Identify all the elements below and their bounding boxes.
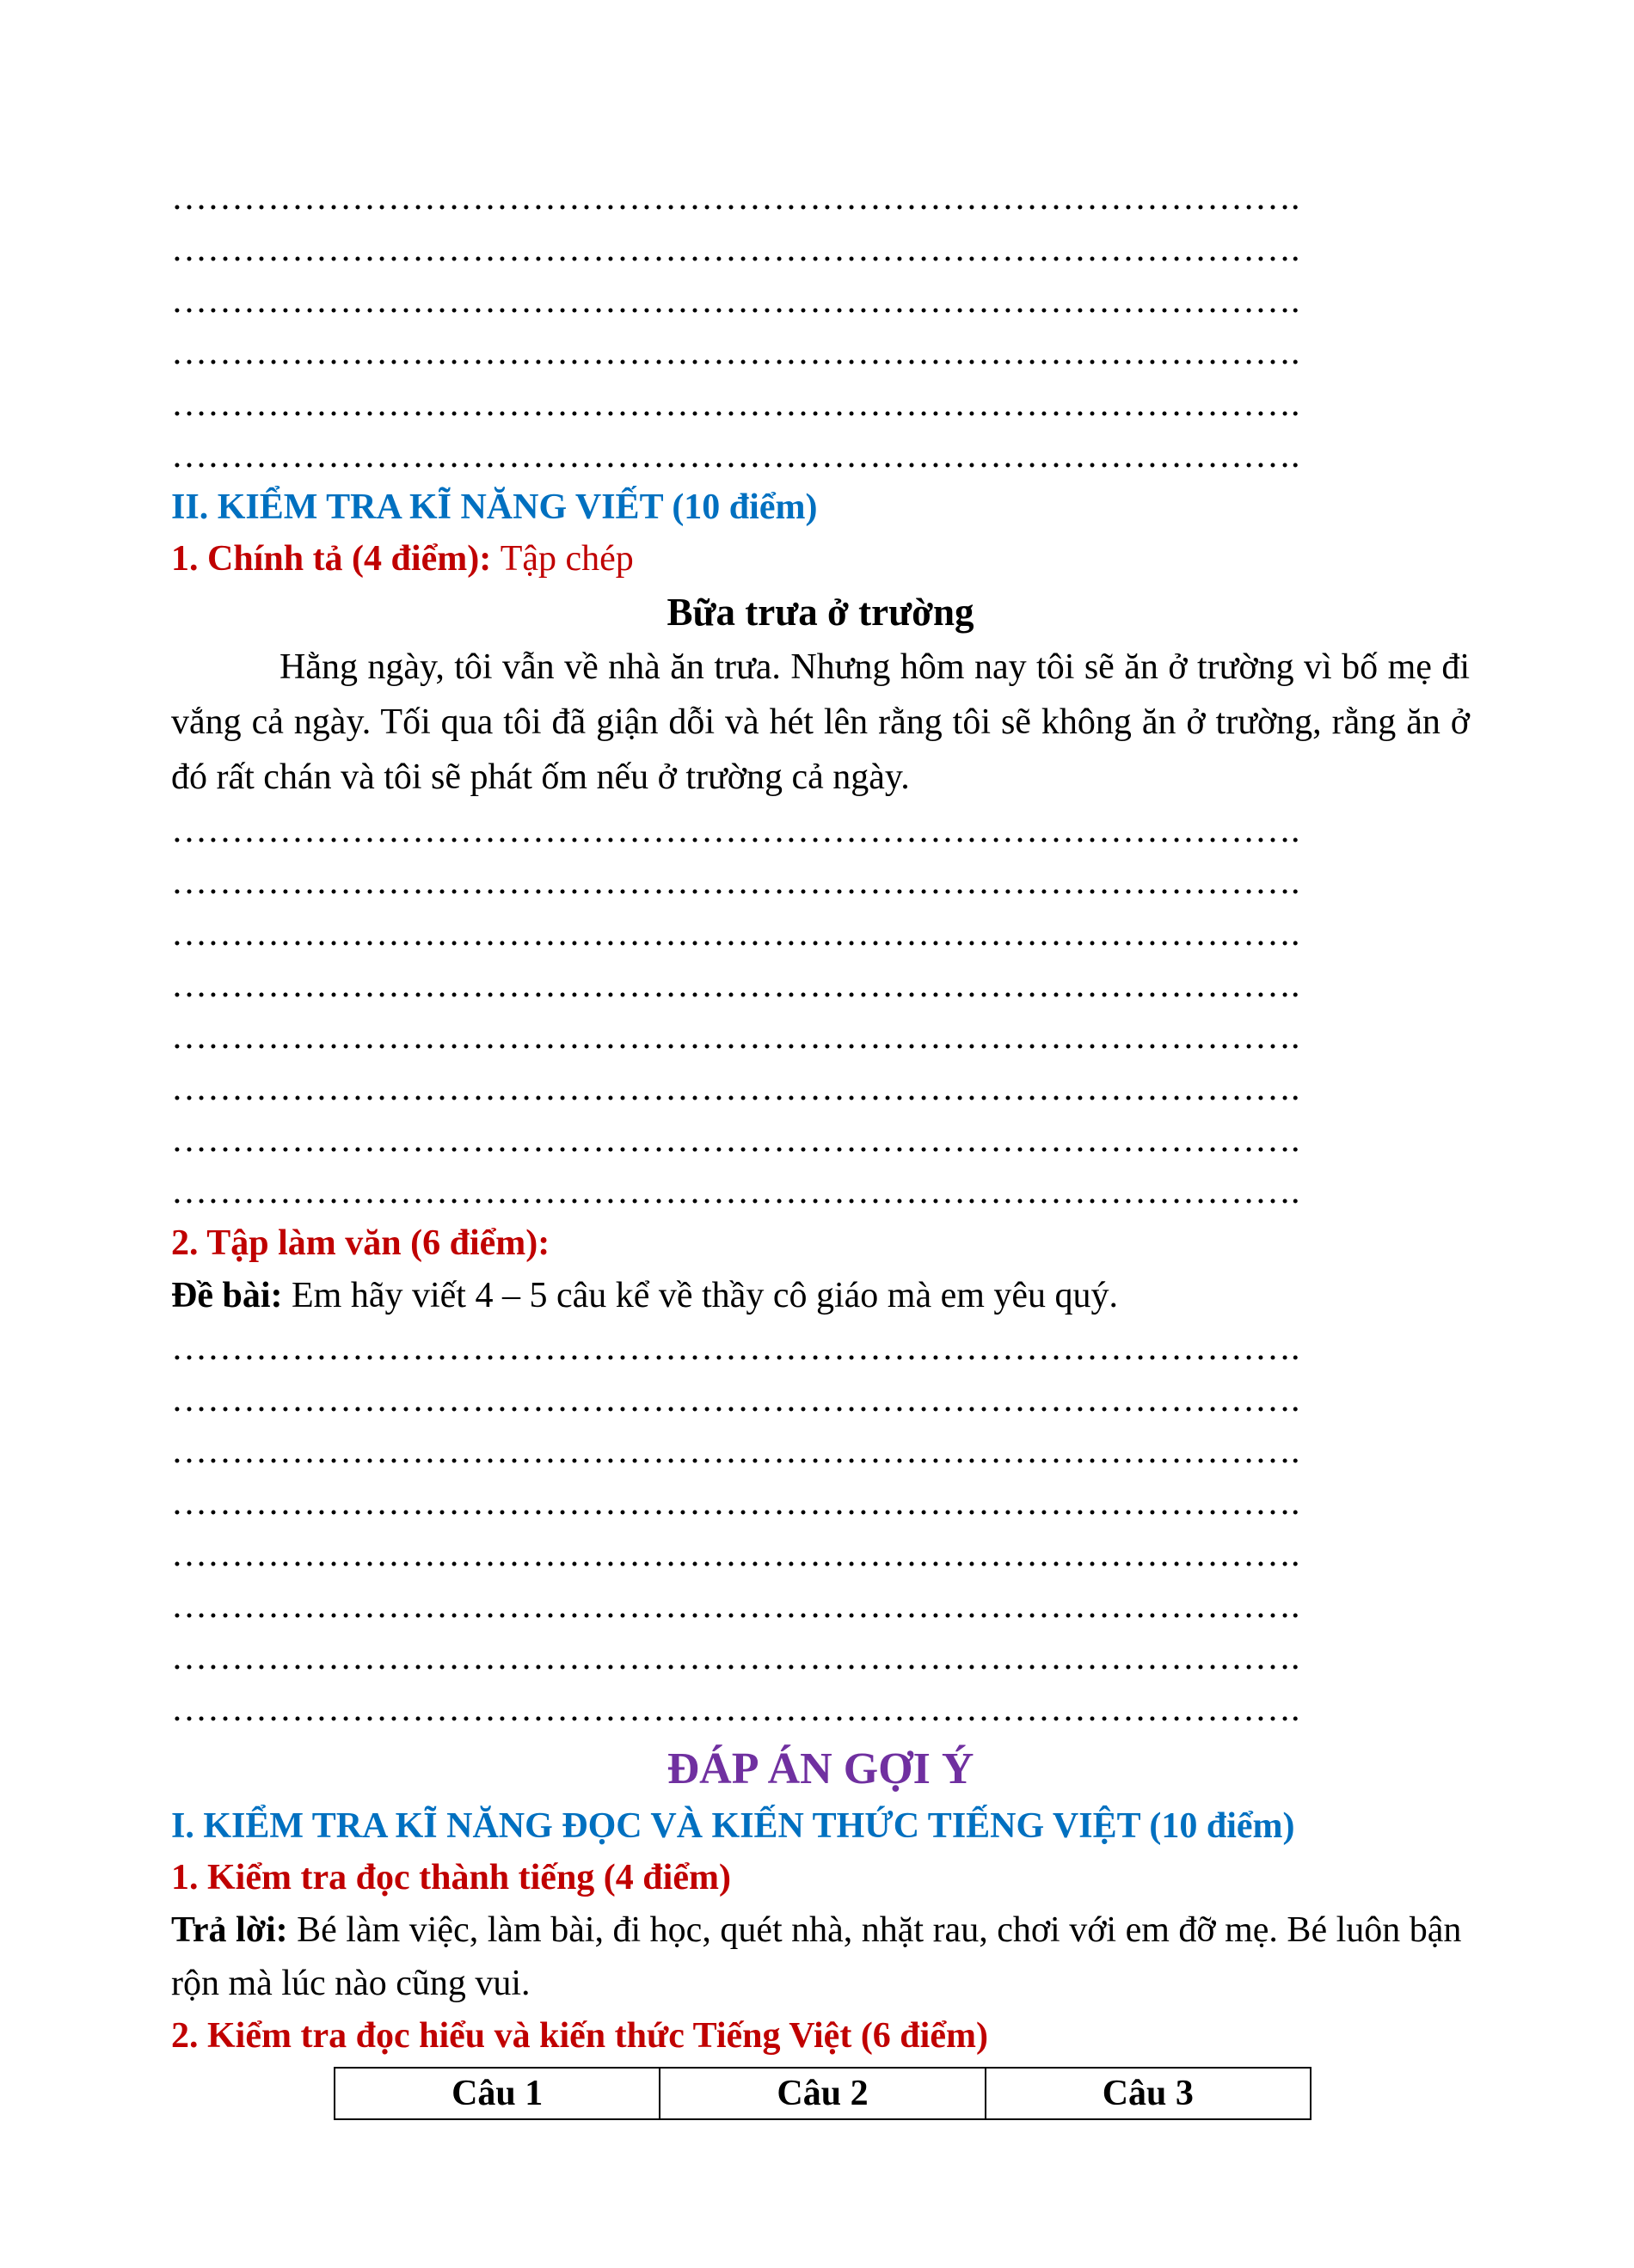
reply-text: Bé làm việc, làm bài, đi học, quét nhà, nhặt rau, chơi với em đỡ mẹ. Bé luôn bận rộn mà lúc nào cũng vui. [171, 1910, 1462, 2003]
part-sub-label: Tập chép [500, 539, 634, 579]
dotted-line: …………………………………………………………………………………. [171, 1535, 1300, 1574]
dotted-line: …………………………………………………………………………………. [171, 1172, 1300, 1211]
dotted-line: …………………………………………………………………………………. [171, 1017, 1300, 1057]
answer-key-title: ĐÁP ÁN GỢI Ý [666, 1744, 974, 1793]
answer-lines-composition [171, 1322, 1470, 1735]
dotted-line: …………………………………………………………………………………. [171, 1586, 1300, 1626]
table-header-row [335, 2068, 1311, 2119]
section-heading-writing: II. KIỂM TRA KĨ NĂNG VIẾT (10 điểm) [171, 487, 818, 527]
document-page [171, 172, 1470, 2120]
composition-prompt [171, 1269, 1470, 1322]
part-heading-comprehension: 2. Kiểm tra đọc hiểu và kiến thức Tiếng Việt (6 điểm) [171, 2016, 988, 2056]
dotted-line: …………………………………………………………………………………. [171, 1380, 1300, 1419]
dotted-line: …………………………………………………………………………………. [171, 384, 1300, 424]
dotted-line: …………………………………………………………………………………. [171, 230, 1300, 269]
reply-label: Trả lời: [171, 1910, 288, 1950]
dotted-line: …………………………………………………………………………………. [171, 914, 1300, 953]
dotted-line: …………………………………………………………………………………. [171, 1120, 1300, 1160]
dotted-line: …………………………………………………………………………………. [171, 1328, 1300, 1368]
part-heading-dictation [171, 533, 1470, 585]
prompt-text: Em hãy viết 4 – 5 câu kể về thầy cô giáo mà em yêu quý. [292, 1276, 1119, 1315]
answer-lines-dictation [171, 805, 1470, 1217]
dotted-line: …………………………………………………………………………………. [171, 333, 1300, 372]
dotted-line: …………………………………………………………………………………. [171, 1431, 1300, 1471]
table-header-cell: Câu 1 [335, 2068, 660, 2119]
table-header-cell: Câu 3 [986, 2068, 1311, 2119]
dotted-line: …………………………………………………………………………………. [171, 811, 1300, 850]
dotted-line: …………………………………………………………………………………. [171, 1638, 1300, 1677]
passage-title: Bữa trưa ở trường [666, 591, 974, 634]
part-heading-oral-reading: 1. Kiểm tra đọc thành tiếng (4 điểm) [171, 1858, 731, 1897]
dotted-line: …………………………………………………………………………………. [171, 862, 1300, 902]
part-heading-composition: 2. Tập làm văn (6 điểm): [171, 1223, 550, 1263]
dotted-line: …………………………………………………………………………………. [171, 965, 1300, 1005]
part-label: 1. Chính tả (4 điểm): [171, 539, 492, 579]
dotted-line: …………………………………………………………………………………. [171, 436, 1300, 475]
dotted-line: …………………………………………………………………………………. [171, 1483, 1300, 1523]
prompt-label: Đề bài: [171, 1276, 283, 1315]
dotted-line: …………………………………………………………………………………. [171, 178, 1300, 218]
dotted-line: …………………………………………………………………………………. [171, 1069, 1300, 1108]
reply-paragraph [171, 1903, 1470, 2010]
answer-lines-top [171, 172, 1470, 481]
dotted-line: …………………………………………………………………………………. [171, 281, 1300, 321]
table-header-cell: Câu 2 [660, 2068, 985, 2119]
section-heading-reading: I. KIỂM TRA KĨ NĂNG ĐỌC VÀ KIẾN THỨC TIẾNG VIỆT (10 điểm) [171, 1806, 1295, 1846]
dotted-line: …………………………………………………………………………………. [171, 1689, 1300, 1729]
answer-table [334, 2067, 1312, 2120]
passage-text: Hằng ngày, tôi vẫn về nhà ăn trưa. Nhưng hôm nay tôi sẽ ăn ở trường vì bố mẹ đi vắng cả ngày. Tối qua tôi đã giận dỗi và hét lên rằng tôi sẽ không ăn ở trường, rằng ăn ở đó rất chán và tôi sẽ phát ốm nếu ở trường cả ngày. [171, 647, 1470, 797]
